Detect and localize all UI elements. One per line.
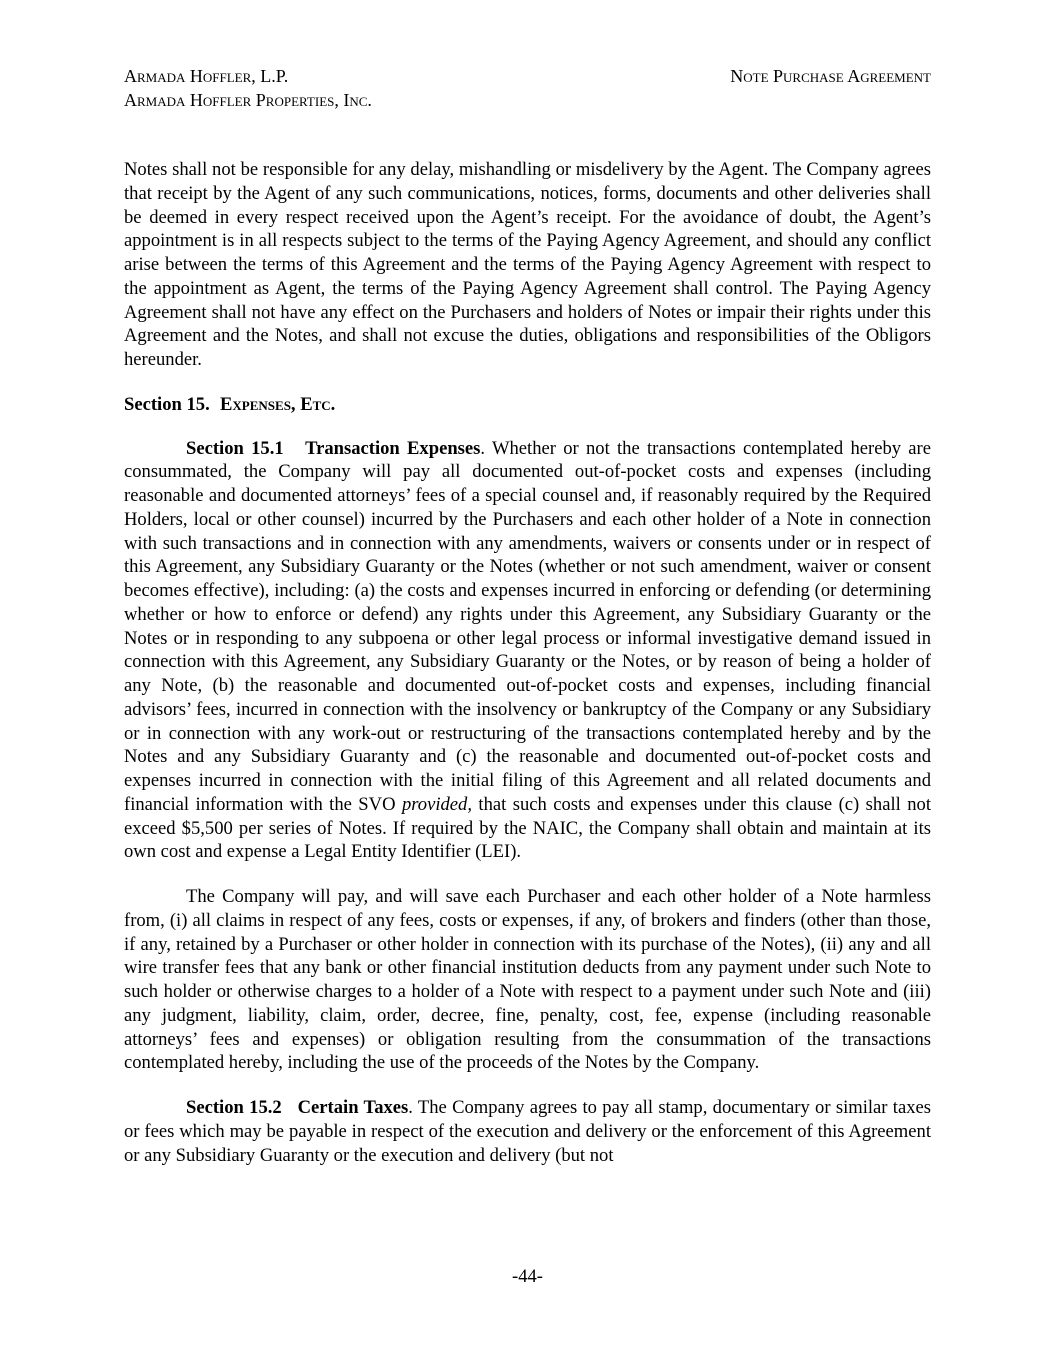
- paragraph-text: that such costs and expenses under this clause (c) shall not exceed $5,500 per series of Notes. If required by the NAIC, the Company shall obtain and maintain at its own cost and expense a Legal Entity Identifier (LEI).: [124, 793, 931, 863]
- paragraph-text: . Whether or not the transactions contemplated hereby are consummated, the Company will pay all documented out-of-pocket costs and expenses (including reasonable and documented attorneys’ fees of a special counsel and, if reasonably required by the Required Holders, local or other counsel) incurred by the Purchasers and each other holder of a Note in connection with such transactions and in connection with any amendments, waivers or consents under or in respect of this Agreement, any Subsidiary Guaranty or the Notes (whether or not such amendment, waiver or consent becomes effective), including: (a) the costs and expenses incurred in enforcing or defending (or determining whether or how to enforce or defend) any rights under this Agreement, any Subsidiary Guaranty or the Notes or in responding to any subpoena or other legal process or informal investigative demand issued in connection with this Agreement, any Subsidiary Guaranty or the Notes, or by reason of being a holder of any Note, (b) the reasonable and documented out-of-pocket costs and expenses, including financial advisors’ fees, incurred in connection with the insolvency or bankruptcy of the Company or any Subsidiary or in connection with any work-out or restructuring of the transactions contemplated hereby and by the Notes and any Subsidiary Guaranty and (c) the reasonable and documented out-of-pocket costs and expenses incurred in connection with the initial filing of this Agreement and all related documents and financial information with the SVO: [124, 437, 931, 815]
- section-15-1-paragraph-2: The Company will pay, and will save each Purchaser and each other holder of a Note harmless from, (i) all claims in respect of any fees, costs or expenses, if any, of brokers and finders (other than those, if any, retained by a Purchaser or other holder in connection with its purchase of the Notes), (ii) any and all wire transfer fees that any bank or other financial institution deducts from any payment under such Note to such holder or otherwise charges to a holder of a Note with respect to a payment under such Note and (iii) any judgment, liability, claim, order, decree, fine, penalty, cost, fee, expense (including reasonable attorneys’ fees and expenses) or obligation resulting from the consummation of the transactions contemplated hereby, including the use of the proceeds of the Notes by the Company.: [124, 886, 931, 1074]
- header-party-1: Armada Hoffler, L.P.: [124, 66, 289, 86]
- continued-paragraph: Notes shall not be responsible for any delay, mishandling or misdelivery by the Agent. The Company agrees that receipt by the Agent of any such communications, notices, forms, documents and other deliveries shall be deemed in every respect received upon the Agent’s receipt. For the avoidance of doubt, the Agent’s appointment is in all respects subject to the terms of the Paying Agency Agreement, and should any conflict arise between the terms of this Agreement and the terms of the Paying Agency Agreement with respect to the appointment as Agent, the terms of the Paying Agency Agreement shall control. The Paying Agency Agreement shall not have any effect on the Purchasers and holders of Notes or impair their rights under this Agreement and the Notes, and shall not excuse the duties, obligations and responsibilities of the Obligors hereunder.: [124, 159, 931, 370]
- running-header-right: Note Purchase Agreement: [730, 66, 931, 86]
- italic-term: provided,: [401, 793, 472, 815]
- section-15-2-paragraph: [124, 1096, 931, 1167]
- subsection-heading: Section 15.2 Certain Taxes: [186, 1097, 409, 1118]
- running-header-left: [124, 64, 372, 112]
- page-number: -44-: [512, 1266, 543, 1287]
- header-party-2: Armada Hoffler Properties, Inc.: [124, 90, 372, 110]
- section-title: Expenses, Etc.: [220, 393, 336, 415]
- subsection-heading: Section 15.1 Transaction Expenses: [186, 437, 481, 459]
- section-15-heading: [124, 393, 931, 417]
- document-body: [124, 158, 931, 1188]
- section-number: Section 15.: [124, 393, 210, 415]
- paragraph-text: . The Company agrees to pay all stamp, documentary or similar taxes or fees which may be payable in respect of the execution and delivery or the enforcement of this Agreement or any Subsidiary Guaranty or the execution and delivery (but not: [124, 1097, 931, 1166]
- section-15-1-paragraph: [124, 437, 931, 865]
